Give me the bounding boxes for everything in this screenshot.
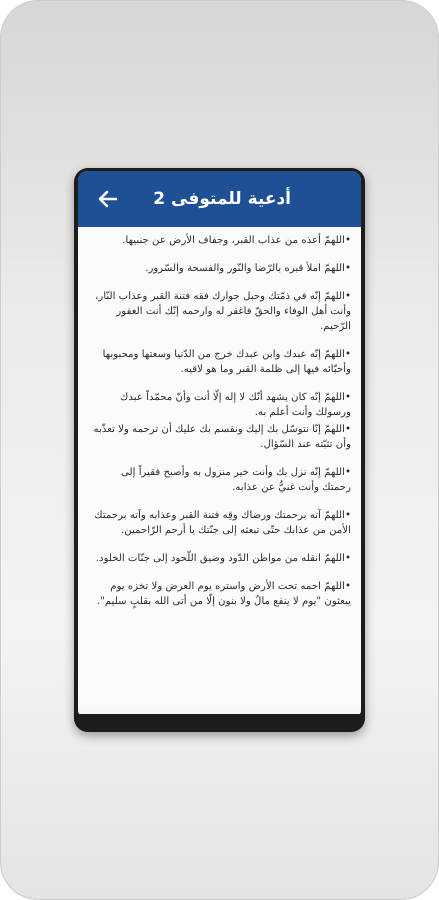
arrow-left-icon — [98, 190, 118, 208]
dua-item: •اللهمّ إنّا نتوسّل بك إليك ونقسم بك عليك أن ترحمه ولا تعذّبه وأن تثبّته عند السّؤال. — [93, 424, 351, 450]
dua-item: •اللهمّ إنّه كان يشهد أنّك لا إله إلّا أنت وأنّ محمّداً عبدك ورسولك وأنت أعلم به. — [120, 392, 351, 418]
dua-list[interactable] — [78, 227, 361, 707]
dua-item: •اللهمّ إنّه عبدك وابن عبدك خرج من الدّنيا وسعتها ومحبوبها وأحبّائه فيها إلى ظلمة القبر وما هو لاقيه. — [102, 349, 351, 375]
dua-item: •اللهمّ آته برحمتك ورضاك وقِه فتنة القبر وعذابه وآته برحمتك الأمن من عذابك حتّى تبعثه إلى جنّتك يا أرحم الرّاحمين. — [94, 510, 351, 536]
dua-item: •اللهمّ املأ قبره بالرّضا والنّور والفسحة والسّرور. — [145, 263, 351, 274]
dua-list-inner — [78, 227, 361, 609]
dua-item: •اللهمّ انقله من مواطن الدّود وضيق اللّحود إلى جنّات الخلود. — [95, 553, 351, 564]
app-bar — [78, 171, 361, 227]
back-button[interactable] — [94, 185, 122, 213]
phone-mockup — [74, 168, 365, 732]
page-title: أدعية للمتوفى 2 — [153, 189, 291, 209]
dua-item: •اللهمّ إنّه نزل بك وأنت خير منزول به وأصبح فقيراً إلى رحمتك وأنت غنيٌّ عن عذابه. — [121, 467, 351, 493]
dua-item: •اللهمّ إنّه في ذمّتك وحبل جوارك فقه فتنة القبر وعذاب النّار، وأنت أهل الوفاء والحقّ فاغفر له وارحمه إنّك أنت الغفور الرّحيم. — [95, 291, 351, 332]
app-screen — [78, 171, 361, 715]
phone-bottom-bezel — [74, 714, 365, 732]
dua-item: •اللهمّ أعذه من عذاب القبر، وجفاف الأرض عن جنبيها. — [122, 235, 351, 246]
dua-item: •اللهمّ احمه تحت الأرض واستره يوم العرض ولا تخزه يوم يبعثون "يوم لا ينفع مالٌ ولا بنون إلّا من أتى الله بقلبٍ سليم". — [96, 581, 351, 607]
